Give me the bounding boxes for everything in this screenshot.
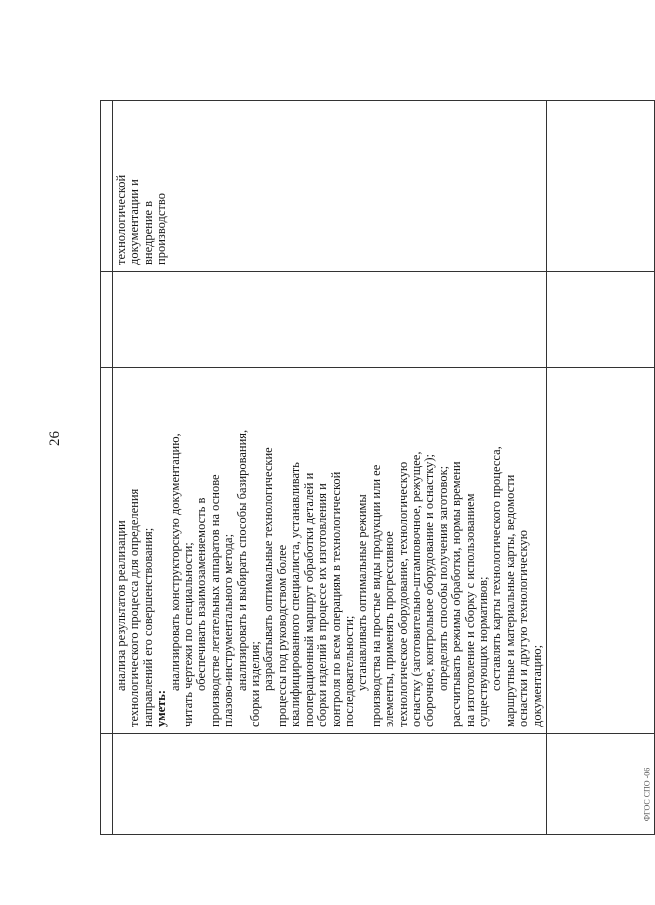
cell-top-4 xyxy=(101,101,113,272)
skill-line: существующих нормативов; xyxy=(475,576,490,727)
cell-top-3 xyxy=(101,272,113,368)
skill-line: оснастку (заготовительно-штамповочное, режущее, xyxy=(408,451,423,727)
skill-line: разрабатывать оптимальные технологические xyxy=(261,447,276,691)
skill-line: документацию; xyxy=(529,644,544,727)
standards-table xyxy=(100,100,655,835)
skill-line: оснастки и другую технологическую xyxy=(516,530,531,727)
competence-line: производство xyxy=(154,193,169,265)
skill-line: рассчитывать режимы обработки, нормы времени xyxy=(449,461,464,727)
skill-line: технологического процесса для определения xyxy=(127,488,142,727)
standards-table-rotated xyxy=(100,105,570,835)
competence-text xyxy=(113,101,171,271)
cell-top-1 xyxy=(101,734,113,835)
cell-bottom-1 xyxy=(547,734,655,835)
skill-line: направлений его совершенствования; xyxy=(140,527,155,727)
page-number: 26 xyxy=(47,431,63,446)
skill-line: квалифицированного специалиста, устанавливать xyxy=(288,462,303,727)
skill-line: анализировать конструкторскую документацию, xyxy=(167,433,182,691)
skill-line: определять способы получения заготовок; xyxy=(435,465,450,691)
skill-line: маршрутные и материальные карты, ведомости xyxy=(502,474,517,727)
skill-line: сборки изделия; xyxy=(248,641,263,727)
skill-line: производства на простые виды продукции или ее xyxy=(368,464,383,727)
skill-line: устанавливать оптимальные режимы xyxy=(355,494,370,691)
skill-line: пооперационный маршрут обработки деталей и xyxy=(301,472,316,727)
cell-bottom-3 xyxy=(547,272,655,368)
skills-text xyxy=(113,368,546,733)
skill-line: сборки изделий в процессе их изготовления и xyxy=(315,483,330,727)
competence-line: документации и xyxy=(127,179,142,265)
skill-line: анализировать и выбирать способы базирования, xyxy=(234,429,249,691)
skill-line: анализа результатов реализации xyxy=(114,520,128,691)
skill-line: составлять карты технологического процесса, xyxy=(489,446,504,691)
skill-line: производстве летательных аппаратов на основе xyxy=(207,474,222,727)
skill-line: последовательности; xyxy=(341,615,356,727)
skill-line: процессы под руководством более xyxy=(274,544,289,727)
table-row-main xyxy=(113,101,547,835)
cell-competence xyxy=(113,101,547,272)
cell-discipline xyxy=(113,272,547,368)
skill-line: обеспечивать взаимозаменяемость в xyxy=(194,497,209,691)
cell-index xyxy=(113,734,547,835)
skill-line: плазово-инструментального метода; xyxy=(221,533,236,727)
table-row-top xyxy=(101,101,113,835)
skill-line: читать чертежи по специальности; xyxy=(181,542,196,727)
cell-top-2 xyxy=(101,368,113,734)
skill-line: сборочное, контрольное оборудование и оснастку); xyxy=(422,453,437,727)
cell-bottom-4 xyxy=(547,101,655,272)
cell-skills xyxy=(113,368,547,734)
cell-bottom-2 xyxy=(547,368,655,734)
skill-line: контроля по всем операциям в технологической xyxy=(328,471,343,727)
competence-line: технологической xyxy=(114,174,128,265)
footer-code: ФГОС СПО -06 xyxy=(642,767,652,822)
competence-line: внедрение в xyxy=(140,200,155,265)
skill-line: уметь: xyxy=(154,689,169,727)
skill-line: технологическое оборудование, технологическую xyxy=(395,461,410,727)
skill-line: элементы, применять прогрессивное xyxy=(382,531,397,727)
skill-line: на изготовление и сборку с использованием xyxy=(462,493,477,727)
table-row-bottom xyxy=(547,101,655,835)
